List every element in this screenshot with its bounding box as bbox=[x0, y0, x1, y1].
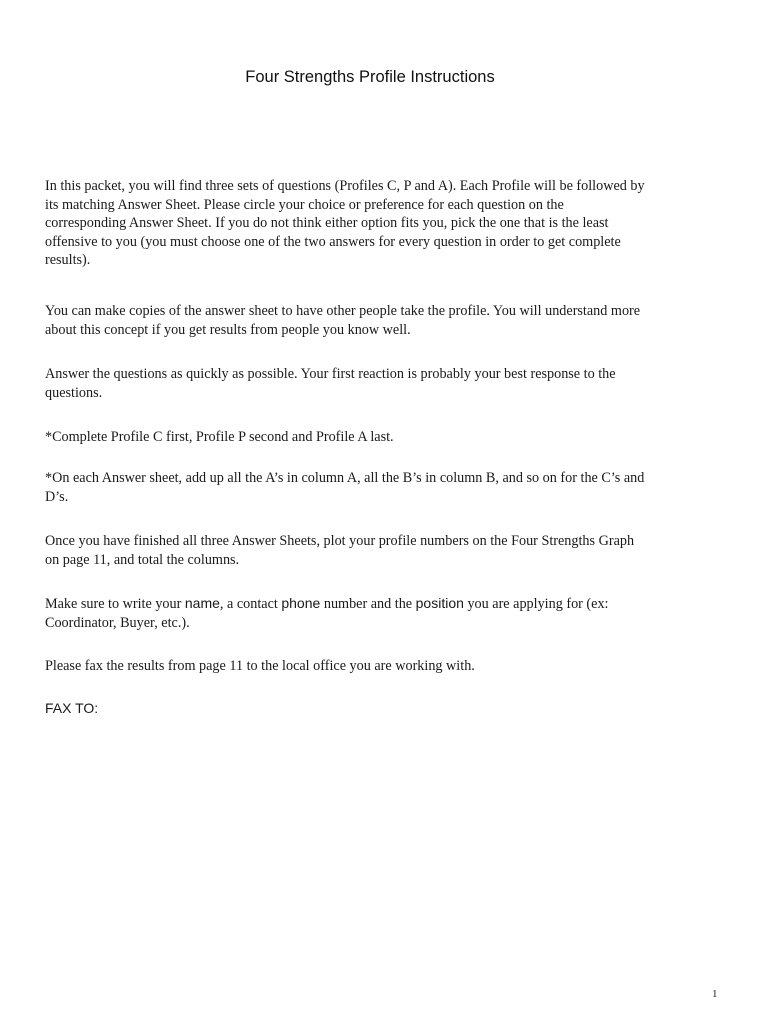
speed-paragraph: Answer the questions as quickly as possible. Your first reaction is probably your best response to the questions. bbox=[45, 366, 616, 401]
phone-word: phone bbox=[281, 595, 321, 611]
contact-text-3: number and the bbox=[320, 596, 416, 612]
tally-paragraph: *On each Answer sheet, add up all the A’s in column A, all the B’s in column B, and so on for the C’s and D’s. bbox=[45, 470, 645, 505]
page-number: 1 bbox=[712, 988, 718, 1000]
fax-instructions-paragraph: Please fax the results from page 11 to the local office you are working with. bbox=[45, 658, 475, 674]
contact-text-1: Make sure to write your bbox=[45, 596, 185, 612]
contact-text-4: you are applying for (ex: Coordinator, Buyer, etc.). bbox=[45, 596, 609, 631]
fax-to-label: FAX TO: bbox=[45, 700, 99, 716]
position-word: position bbox=[415, 595, 464, 611]
order-paragraph: *Complete Profile C first, Profile P second and Profile A last. bbox=[45, 429, 394, 445]
page-title: Four Strengths Profile Instructions bbox=[245, 68, 495, 86]
name-word: name bbox=[184, 595, 220, 611]
contact-text-2: , a contact bbox=[219, 596, 282, 612]
contact-info-paragraph bbox=[45, 594, 645, 632]
graph-paragraph: Once you have finished all three Answer Sheets, plot your profile numbers on the Four Strengths Graph on page 11, and total the columns. bbox=[45, 533, 635, 568]
intro-paragraph: In this packet, you will find three sets of questions (Profiles C, P and A). Each Profile will be followed by its matching Answer Sheet. Please circle your choice or preference for each question on the corresponding Answer Sheet. If you do not think either option fits you, pick the one that is the least offensive to you (you must choose one of the two answers for every question in order to get complete results). bbox=[45, 178, 645, 268]
copies-paragraph: You can make copies of the answer sheet to have other people take the profile. You will understand more about this concept if you get results from people you know well. bbox=[45, 303, 641, 338]
